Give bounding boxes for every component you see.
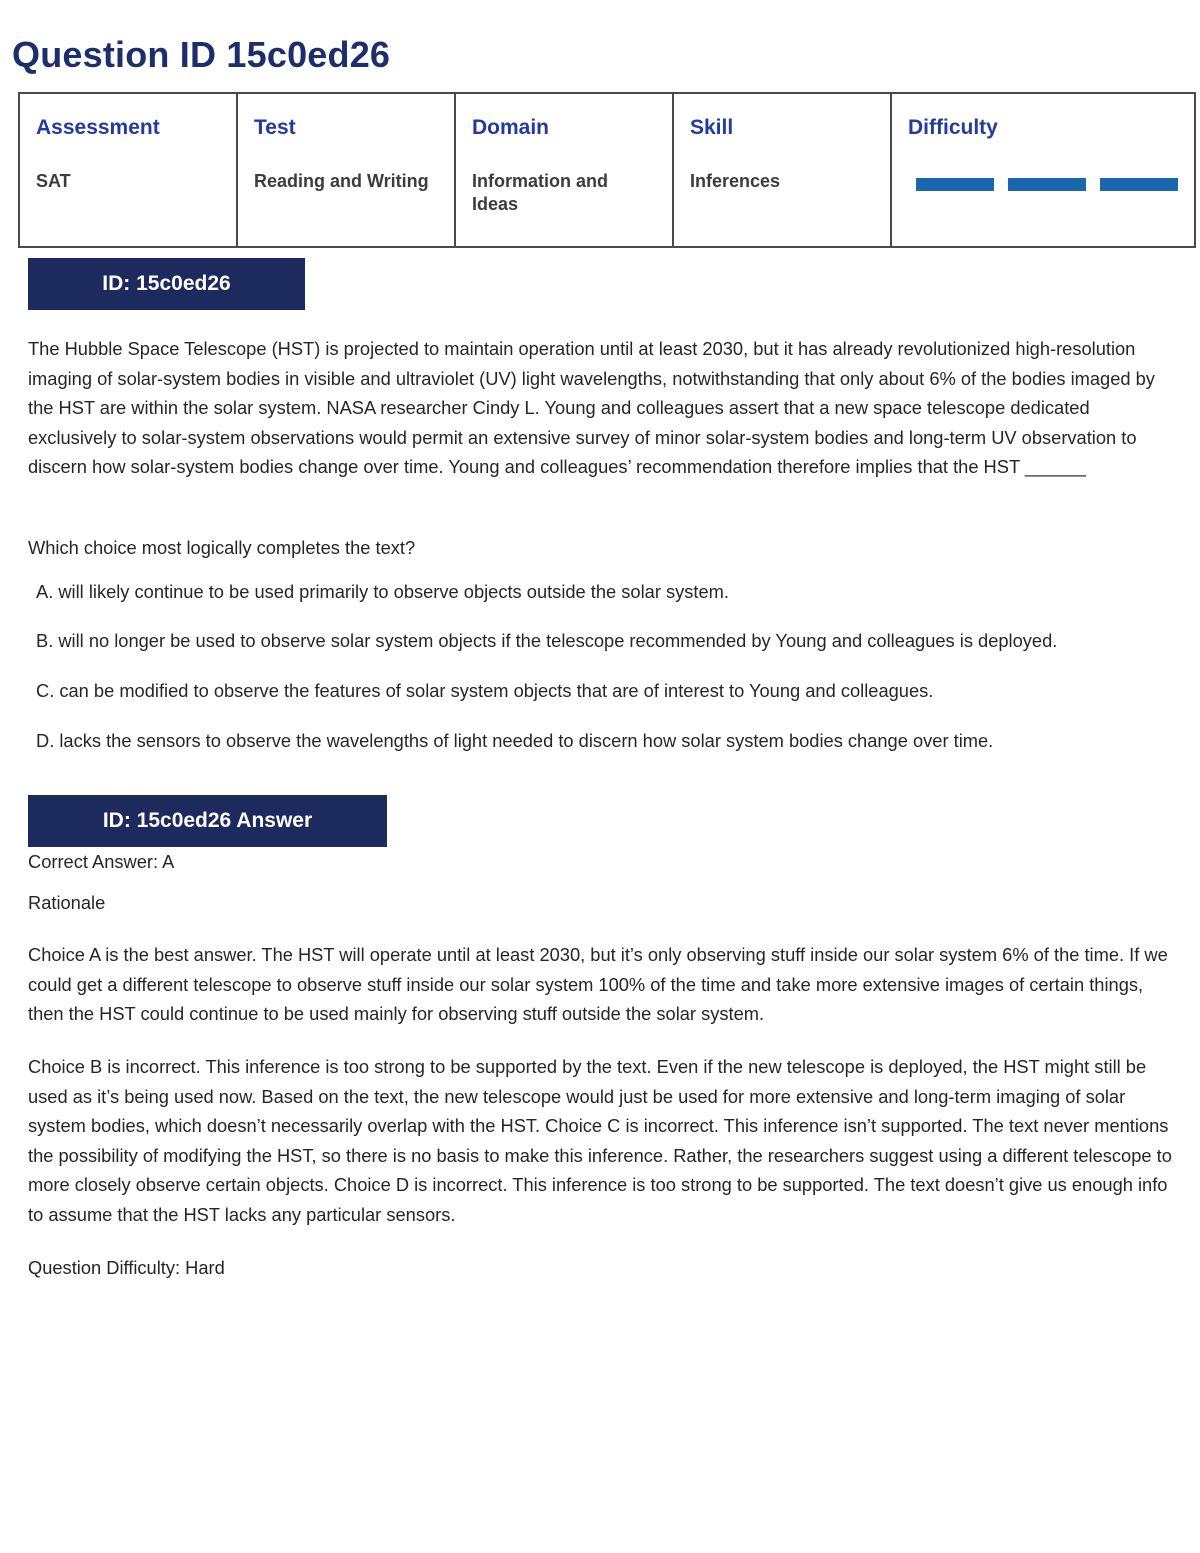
metadata-table [18, 92, 1196, 248]
assessment-value: SAT [36, 171, 71, 191]
skill-cell [674, 94, 892, 246]
domain-label: Domain [472, 116, 550, 139]
answer-choice-d: D. lacks the sensors to observe the wavelengths of light needed to discern how solar system bodies change over time. [36, 730, 994, 751]
difficulty-label: Difficulty [908, 116, 998, 139]
difficulty-bar [1008, 178, 1086, 191]
answer-choice-c: C. can be modified to observe the features of solar system objects that are of interest to Young and colleagues. [36, 680, 934, 701]
difficulty-bar [916, 178, 994, 191]
difficulty-cell [892, 94, 1194, 246]
correct-answer: Correct Answer: A [28, 851, 175, 872]
test-value: Reading and Writing [254, 171, 429, 191]
assessment-label: Assessment [36, 116, 160, 139]
assessment-cell [20, 94, 238, 246]
rationale-paragraph-1: Choice A is the best answer. The HST will operate until at least 2030, but it’s only observing stuff inside our solar system 6% of the time. If we could get a different telescope to observe stuff inside our solar system 100% of the time and take more extensive images of certain things, then the HST could continue to be used mainly for observing stuff outside the solar system. [28, 944, 1168, 1025]
question-id-banner: ID: 15c0ed26 [28, 258, 305, 310]
question-difficulty: Question Difficulty: Hard [28, 1257, 225, 1278]
answer-choice-b: B. will no longer be used to observe solar system objects if the telescope recommended by Young and colleagues is deployed. [36, 630, 1058, 651]
page-title: Question ID 15c0ed26 [12, 34, 391, 75]
question-passage: The Hubble Space Telescope (HST) is projected to maintain operation until at least 2030, but it has already revolutionized high-resolution imaging of solar-system bodies in visible and ultraviolet (UV) light wavelengths, notwithstanding that only about 6% of the bodies imaged by the HST are within the solar system. NASA researcher Cindy L. Young and colleagues assert that a new space telescope dedicated exclusively to solar-system observations would permit an extensive survey of minor solar-system bodies and long-term UV observation to discern how solar-system bodies change over time. Young and colleagues’ recommendation therefore implies that the HST ______ [28, 338, 1155, 478]
question-prompt: Which choice most logically completes the text? [28, 537, 416, 558]
difficulty-meter [908, 178, 1178, 191]
difficulty-bar [1100, 178, 1178, 191]
skill-label: Skill [690, 116, 734, 139]
domain-cell [456, 94, 674, 246]
answer-choice-a: A. will likely continue to be used primarily to observe objects outside the solar system. [36, 581, 729, 602]
answer-id-banner: ID: 15c0ed26 Answer [28, 795, 387, 847]
rationale-paragraph-2: Choice B is incorrect. This inference is too strong to be supported by the text. Even if the new telescope is deployed, the HST might still be used as it’s being used now. Based on the text, the new telescope would just be used for more extensive and long-term imaging of solar system bodies, which doesn’t necessarily overlap with the HST. Choice C is incorrect. This inference isn’t supported. The text never mentions the possibility of modifying the HST, so there is no basis to make this inference. Rather, the researchers suggest using a different telescope to more closely observe certain objects. Choice D is incorrect. This inference is too strong to be supported. The text doesn’t give us enough info to assume that the HST lacks any particular sensors. [28, 1056, 1172, 1225]
test-label: Test [254, 116, 296, 139]
domain-value: Information and Ideas [472, 171, 608, 214]
rationale-label: Rationale [28, 892, 106, 913]
test-cell [238, 94, 456, 246]
skill-value: Inferences [690, 171, 781, 191]
